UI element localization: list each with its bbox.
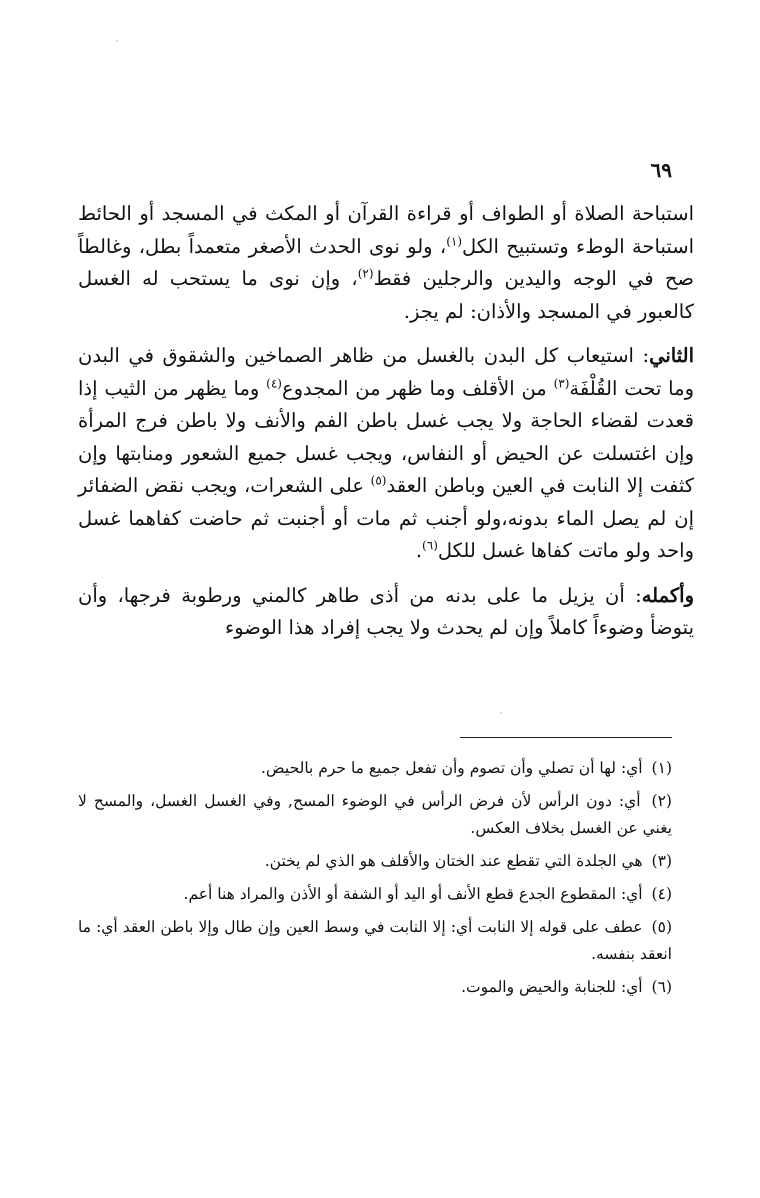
paragraph-second bbox=[78, 340, 694, 568]
footnote-ref[interactable]: (٢) bbox=[357, 266, 374, 281]
paragraph-text: ، وإن نوى ما يستحب له الغسل كالعبور في المسجد والأذان: لم يجز. bbox=[78, 267, 694, 323]
scan-speck bbox=[116, 40, 118, 42]
footnote-item bbox=[78, 848, 694, 875]
footnote-text: أي: لها أن تصلي وأن تصوم وأن تفعل جميع ما حرم بالحيض. bbox=[261, 759, 643, 777]
footnote-number: (٢) bbox=[651, 792, 672, 810]
paragraph-text: وما يظهر من الثيب إذا قعدت لقضاء الحاجة ولا يجب غسل باطن الفم والأنف ولا باطن فرج المرأة وإن اغتسلت عن الحيض أو النفاس، ويجب غسل جميع الشعور ومنابتها وإن كثفت إلا النابت في العين وباطن العقد bbox=[78, 376, 694, 497]
paragraph-intention bbox=[78, 198, 694, 328]
footnote-number: (٤) bbox=[651, 885, 672, 903]
footnote-ref[interactable]: (٥) bbox=[370, 473, 387, 488]
footnote-divider bbox=[460, 737, 672, 738]
paragraph-perfection bbox=[78, 580, 694, 645]
footnote-ref[interactable]: (١) bbox=[446, 234, 463, 248]
footnote-ref[interactable]: (٤) bbox=[266, 376, 282, 390]
paragraph-lead: الثاني bbox=[649, 344, 694, 367]
footnote-item bbox=[78, 755, 694, 782]
main-text bbox=[78, 198, 694, 657]
paragraph-text: ، ولو نوى الحدث الأصغر متعمداً بطل، وغالطاً صح في الوجه واليدين والرجلين فقط bbox=[78, 234, 694, 290]
paragraph-text: . bbox=[415, 539, 423, 562]
footnote-text: أي: دون الرأس لأن فرض الرأس في الوضوء المسح, وفي الغسل الغسل، والمسح لا يغني عن الغسل بخلاف العكس. bbox=[78, 792, 672, 837]
footnotes bbox=[78, 755, 694, 1007]
footnote-item bbox=[78, 788, 694, 842]
footnote-text: أي: للجنابة والحيض والموت. bbox=[461, 978, 643, 996]
footnote-number: (٥) bbox=[651, 918, 672, 936]
paragraph-text: : أن يزيل ما على بدنه من أذى طاهر كالمني ورطوبة فرجها، وأن يتوضأ وضوءاً كاملاً وإن لم يحدث ولا يجب إفراد هذا الوضوء bbox=[78, 583, 694, 639]
footnote-text: عطف على قوله إلا النابت أي: إلا النابت في وسط العين وإن طال وإلا باطن العقد أي: ما انعقد بنفسه. bbox=[78, 918, 672, 963]
footnote-number: (٦) bbox=[651, 978, 672, 996]
paragraph-text: : استيعاب كل البدن بالغسل من ظاهر الصماخين والشقوق في البدن وما تحت القُلْفَة bbox=[78, 344, 694, 400]
footnote-item bbox=[78, 914, 694, 968]
scan-speck bbox=[500, 712, 502, 714]
footnote-text: أي: المقطوع الجدع قطع الأنف أو اليد أو الشفة أو الأذن والمراد هنا أعم. bbox=[183, 885, 643, 903]
footnote-item bbox=[78, 881, 694, 908]
footnote-text: هي الجلدة التي تقطع عند الختان والأقلف هو الذي لم يختن. bbox=[264, 852, 643, 870]
footnote-ref[interactable]: (٦) bbox=[422, 538, 438, 553]
paragraph-text: استباحة الصلاة أو الطواف أو قراءة القرآن أو المكث في المسجد أو الحائط استباحة الوطء وتستبيح الكل bbox=[78, 202, 694, 258]
footnote-ref[interactable]: (٣) bbox=[553, 376, 570, 390]
footnote-item bbox=[78, 974, 694, 1001]
paragraph-text: على الشعرات، ويجب نقض الضفائر إن لم يصل الماء بدونه،ولو أجنب ثم مات أو أجنبت ثم حاضت كفاهما غسل واحد ولو ماتت كفاها غسل للكل bbox=[78, 474, 694, 562]
page-number: ٦٩ bbox=[650, 158, 672, 182]
paragraph-text: من الأقلف وما ظهر من المجدوع bbox=[281, 376, 554, 400]
footnote-number: (٣) bbox=[651, 852, 672, 870]
footnote-number: (١) bbox=[651, 759, 672, 777]
paragraph-lead: وأكمله bbox=[641, 583, 694, 607]
